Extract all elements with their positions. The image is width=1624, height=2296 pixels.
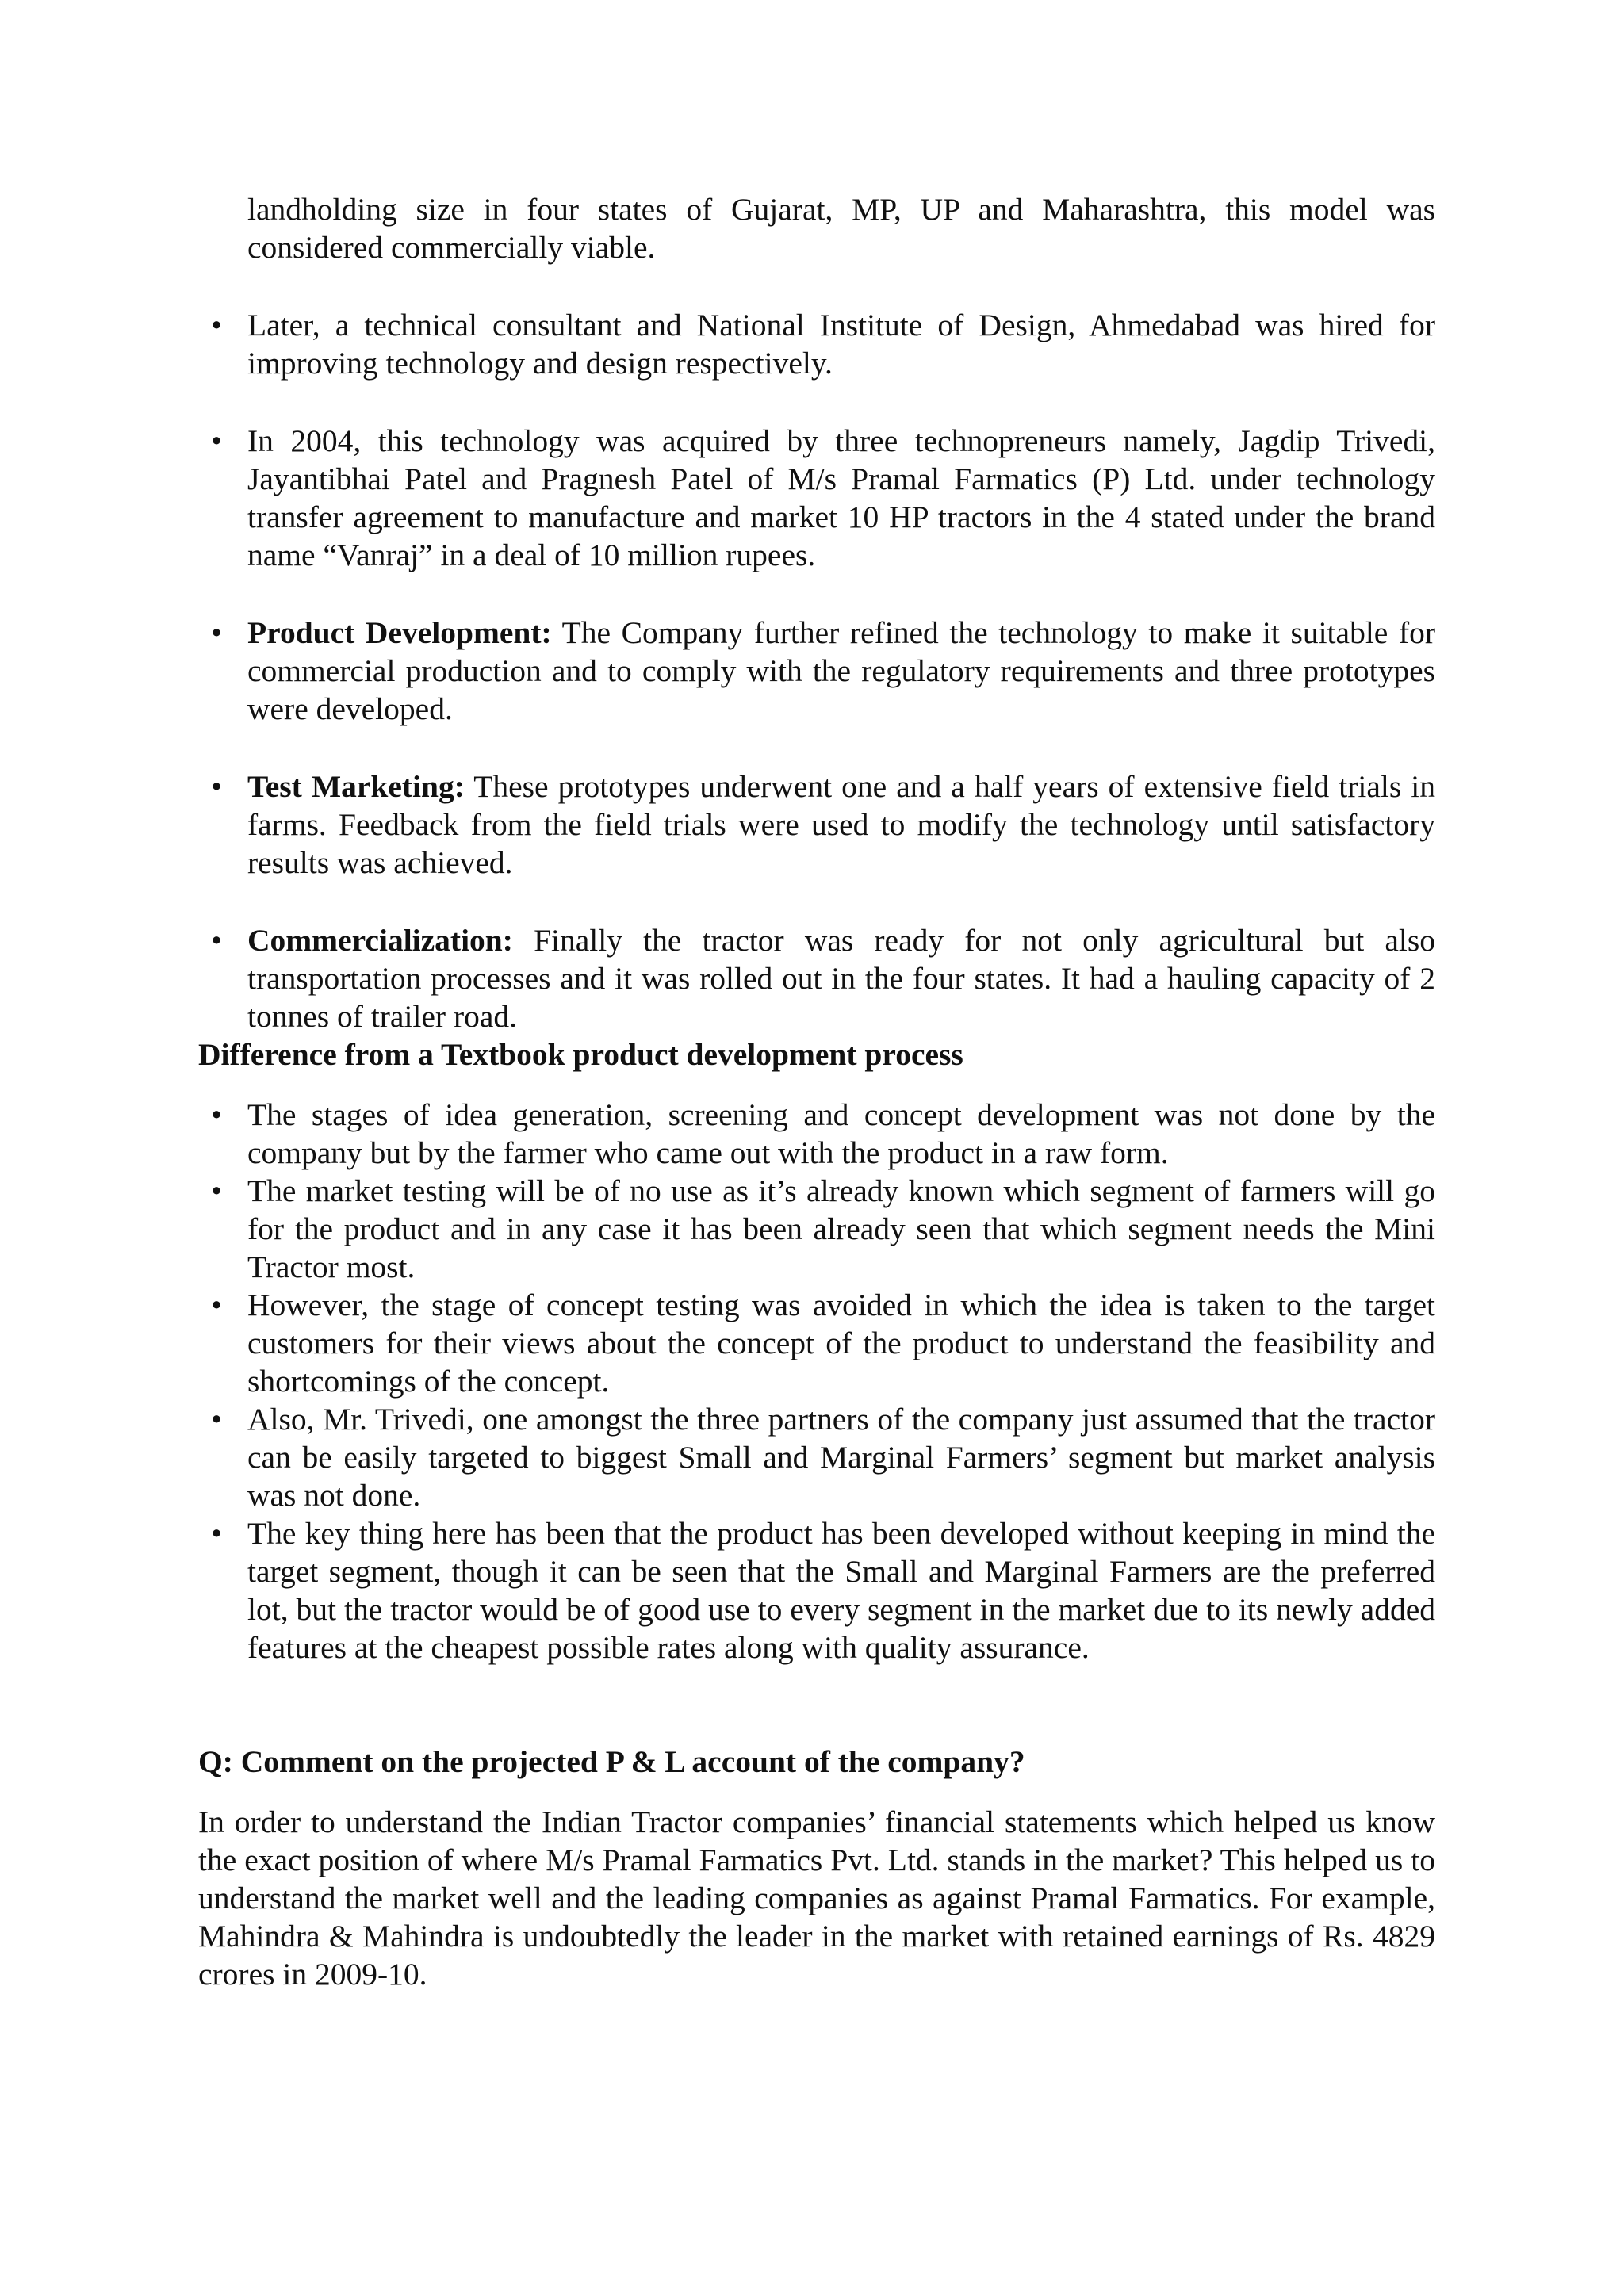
difference-bullet-market-analysis — [198, 1400, 1435, 1514]
difference-bullet-target-segment — [198, 1514, 1435, 1667]
difference-bullet-concept-testing — [198, 1286, 1435, 1400]
bullet-text: The key thing here has been that the product has been developed without keeping in mind the target segment, though it can be seen that the Small and Marginal Farmers are the preferred lot, but the tractor would be of good use to every segment in the market due to its newly added features at the cheapest possible rates along with quality assurance. — [247, 1516, 1435, 1665]
process-bullet-list — [198, 306, 1435, 1035]
bullet-label: Commercialization: — [247, 923, 513, 958]
bullet-icon: • — [211, 1402, 222, 1437]
bullet-text: Later, a technical consultant and National Institute of Design, Ahmedabad was hired for improving technology and design respectively. — [247, 308, 1435, 381]
difference-bullet-idea-generation — [198, 1096, 1435, 1172]
bullet-text: These prototypes underwent one and a half years of extensive field trials in farms. Feedback from the field trials were used to modify the technology until satisfactory results was achieved. — [247, 769, 1435, 880]
process-bullet-acquisition — [198, 422, 1435, 574]
process-bullet-product-development — [198, 614, 1435, 728]
bullet-icon: • — [211, 615, 222, 650]
difference-bullet-list — [198, 1096, 1435, 1667]
bullet-icon: • — [211, 1516, 222, 1551]
bullet-icon: • — [211, 1288, 222, 1322]
continuation-paragraph: landholding size in four states of Gujarat, MP, UP and Maharashtra, this model was considered commercially viable. — [247, 192, 1435, 265]
process-bullet-commercialization — [198, 921, 1435, 1035]
bullet-text: Finally the tractor was ready for not only agricultural but also transportation processes and it was rolled out in the four states. It had a hauling capacity of 2 tonnes of trailer road. — [247, 923, 1435, 1034]
document-page — [198, 190, 1435, 1993]
bullet-text: The Company further refined the technology to make it suitable for commercial production and to comply with the regulatory requirements and three prototypes were developed. — [247, 615, 1436, 726]
bullet-icon: • — [211, 769, 222, 804]
difference-heading: Difference from a Textbook product development process — [198, 1037, 963, 1072]
bullet-text: However, the stage of concept testing was avoided in which the idea is taken to the target customers for their views about the concept of the product to understand the feasibility and shortcomings of the concept. — [247, 1288, 1435, 1399]
bullet-text: In 2004, this technology was acquired by three technopreneurs namely, Jagdip Trivedi, Jayantibhai Patel and Pragnesh Patel of M/s Pramal Farmatics (P) Ltd. under technology transfer agreement to manufacture and market 10 HP tractors in the 4 stated under the brand name “Vanraj” in a deal of 10 million rupees. — [247, 423, 1435, 572]
bullet-icon: • — [211, 1097, 222, 1132]
question-heading: Q: Comment on the projected P & L account of the company? — [198, 1744, 1025, 1779]
bullet-text: Also, Mr. Trivedi, one amongst the three partners of the company just assumed that the tractor can be easily targeted to biggest Small and Marginal Farmers’ segment but market analysis was not done. — [247, 1402, 1435, 1513]
bullet-icon: • — [211, 1173, 222, 1208]
bullet-label: Test Marketing: — [247, 769, 465, 804]
bullet-label: Product Development: — [247, 615, 552, 650]
bullet-icon: • — [211, 923, 222, 958]
bullet-icon: • — [211, 423, 222, 458]
bullet-icon: • — [211, 308, 222, 342]
process-bullet-test-marketing — [198, 767, 1435, 882]
question-answer-paragraph: In order to understand the Indian Tractor companies’ financial statements which helped us know the exact position of where M/s Pramal Farmatics Pvt. Ltd. stands in the market? This helped us to understand the market well and the leading companies as against Pramal Farmatics. For example, Mahindra & Mahindra is undoubtedly the leader in the market with retained earnings of Rs. 4829 crores in 2009-10. — [198, 1804, 1435, 1992]
difference-bullet-market-testing — [198, 1172, 1435, 1286]
bullet-text: The market testing will be of no use as it’s already known which segment of farmers will go for the product and in any case it has been already seen that which segment needs the Mini Tractor most. — [247, 1173, 1435, 1284]
process-bullet-consultant — [198, 306, 1435, 382]
bullet-text: The stages of idea generation, screening and concept development was not done by the company but by the farmer who came out with the product in a raw form. — [247, 1097, 1435, 1170]
